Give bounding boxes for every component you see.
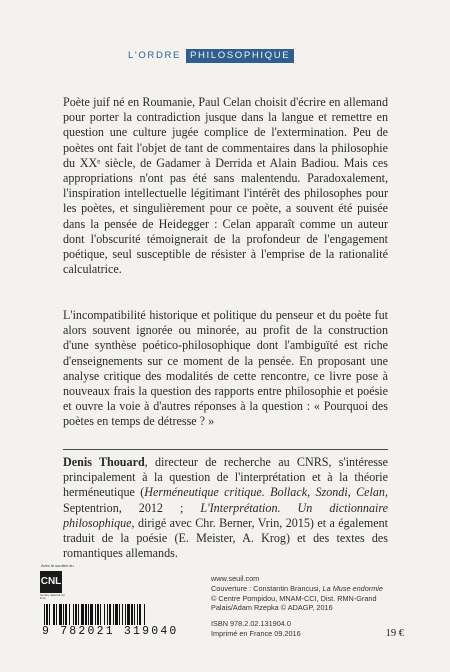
cnl-subtitle: Centre national du livre: [40, 593, 65, 601]
book-title-1: Herméneutique critique. Bollack, Szondi, Celan: [144, 485, 385, 500]
cnl-logo: CNL: [40, 571, 62, 593]
publisher-website: www.seuil.com: [211, 574, 260, 583]
isbn: ISBN 978.2.02.131904.0: [211, 619, 291, 628]
artwork-title: La Muse endormie: [322, 584, 383, 593]
cnl-support-text: Avec le soutien du: [41, 563, 74, 568]
price: 19 €: [385, 628, 404, 639]
description-paragraph-2: L'incompatibilité historique et politique du penseur et du poète fut alors souvent ignorée ou minorée, au profit de la construction d'une synthèse poético-philosophique dont l'ambiguïté est riche d'enseignements sur ce moment de la pensée. En proposant une analyse critique des modalités de cette rencontre, ce livre pose à nouveaux frais la question des rapports entre philosophie et poésie et ouvre la voie à d'autres réponses à la question : « Pourquoi des poètes en temps de détresse ? »: [63, 308, 388, 429]
cover-credit: Couverture : Constantin Brancusi, La Muse endormie © Centre Pompidou, MNAM-CCI, Dist. RMN-Grand Palais/Adam Rzepka © ADAGP, 2016: [211, 584, 383, 613]
book-title-2: L'Interprétation. Un dictionnaire philosophique: [63, 500, 388, 530]
series-header: [128, 49, 294, 63]
author-name: Denis Thouard: [63, 455, 145, 469]
description-paragraph-1: Poète juif né en Roumanie, Paul Celan choisit d'écrire en allemand pour porter la contradiction jusque dans la langue et remettre en question une culture jugée complice de l'extermination. Peu de poètes ont fait l'objet de tant de commentaires dans la philosophie du XXᵉ siècle, de Gadamer à Derrida et Alain Badiou. Mais ces appropriations n'ont pas été sans malentendu. Paradoxalement, l'inspiration intellectuelle légitimant l'intérêt des philosophes pour les poètes, et singulièrement pour ce poète, a souvent été puisée dans la pensée de Heidegger : Celan apparaît comme un auteur dont l'obscurité témoignerait de la profondeur de l'engagement poétique, seul susceptible de résister à l'emprise de la rationalité calculatrice.: [63, 95, 388, 277]
section-divider: [63, 449, 388, 450]
printing-info: Imprimé en France 09.2016: [211, 629, 301, 638]
author-bio: Denis Thouard, directeur de recherche au CNRS, s'intéresse principalement à la question de l'interprétation et à la théorie herméneutique (Herméneutique critique. Bollack, Szondi, Celan, Septentrion, 2012 ; L'Interprétation. Un dictionnaire philosophique, dirigé avec Chr. Berner, Vrin, 2015) et a également traduit de la poésie (E. Meister, A. Krog) et des textes des romantiques allemands.: [63, 455, 389, 561]
barcode-digits: 9 782021 319040: [42, 625, 179, 638]
series-label: L'ORDRE: [128, 50, 182, 61]
series-highlight-label: PHILOSOPHIQUE: [186, 49, 294, 63]
